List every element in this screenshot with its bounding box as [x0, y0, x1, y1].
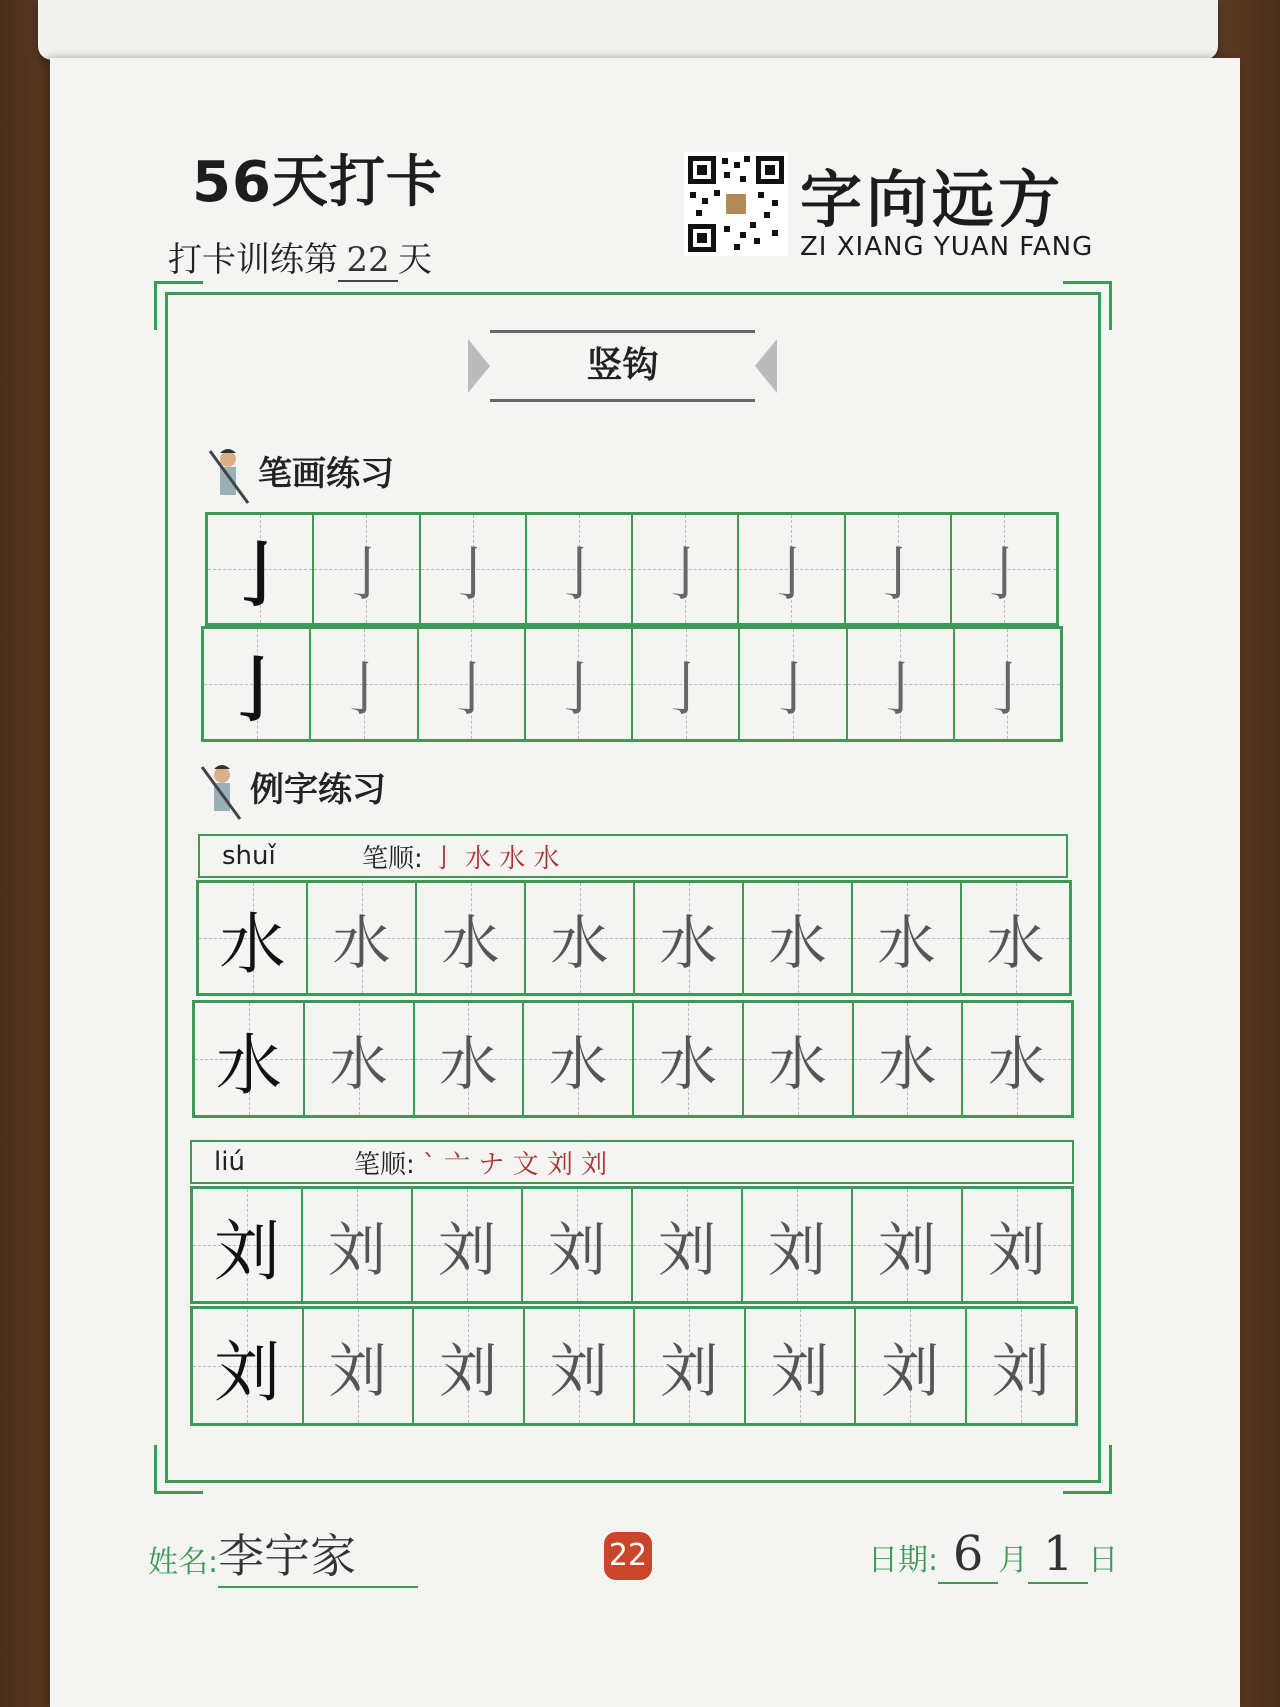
day-label: 日: [1088, 1543, 1119, 1578]
handwritten-character: 亅: [337, 540, 396, 608]
practice-cell[interactable]: [743, 882, 852, 994]
handwritten-character: 刘: [770, 1337, 829, 1405]
practice-cell[interactable]: [847, 628, 954, 740]
handwritten-character: 刘: [657, 1216, 716, 1284]
handwritten-character: 刘: [660, 1337, 719, 1405]
practice-cell[interactable]: [413, 1308, 524, 1424]
practice-cell[interactable]: [852, 882, 961, 994]
frame-corner-ornament: [154, 1445, 203, 1494]
example-practice-label: 例字练习: [250, 770, 386, 810]
day-counter: [168, 232, 432, 282]
practice-cell[interactable]: [420, 514, 526, 624]
stroke-order-sequence: ` 亠 ナ 文 刘 刘: [422, 1149, 608, 1180]
practice-cell[interactable]: [192, 1188, 302, 1302]
practice-cell[interactable]: [522, 1188, 632, 1302]
handwritten-character: 亅: [443, 540, 502, 608]
name-value[interactable]: 李宇家: [218, 1520, 418, 1588]
handwritten-character: 水: [549, 1030, 608, 1098]
practice-cell[interactable]: [742, 1188, 852, 1302]
date-field: [868, 1526, 1118, 1584]
handwritten-character: 亅: [549, 655, 608, 723]
pinyin-text: liú: [214, 1147, 245, 1177]
handwritten-character: 亅: [978, 655, 1037, 723]
practice-cell[interactable]: [310, 628, 417, 740]
frame-corner-ornament: [154, 281, 203, 330]
practice-cell[interactable]: [198, 882, 307, 994]
practice-cell[interactable]: [302, 1188, 412, 1302]
model-character: 亅: [225, 533, 296, 616]
handwritten-character: 亅: [334, 655, 393, 723]
handwritten-character: 亅: [763, 655, 822, 723]
handwritten-character: 水: [439, 1030, 498, 1098]
practice-cell[interactable]: [524, 1308, 635, 1424]
practice-cell[interactable]: [739, 628, 846, 740]
page-number-badge: 22: [604, 1532, 652, 1580]
stroke-grid-row-2: [201, 626, 1063, 742]
practice-cell[interactable]: [845, 514, 951, 624]
handwritten-character: 水: [877, 909, 936, 977]
example-practice-heading: [200, 762, 386, 821]
handwritten-character: 水: [332, 909, 391, 977]
qr-code-icon: [684, 152, 788, 256]
handwritten-character: 刘: [437, 1216, 496, 1284]
model-character: 刘: [214, 1212, 280, 1290]
day-prefix: 打卡训练第: [168, 240, 338, 280]
handwritten-character: 亅: [656, 540, 715, 608]
handwritten-character: 亅: [974, 540, 1033, 608]
name-field: [148, 1520, 418, 1588]
model-character: 水: [215, 1026, 282, 1104]
practice-cell[interactable]: [852, 1188, 962, 1302]
pinyin-bar-liu: [190, 1140, 1074, 1184]
practice-cell[interactable]: [304, 1002, 414, 1116]
model-character: 亅: [221, 648, 292, 731]
handwritten-character: 亅: [871, 655, 930, 723]
page-title: 56天打卡: [192, 150, 443, 215]
frame-corner-ornament: [1063, 281, 1112, 330]
shui-grid-row-2: [192, 1000, 1074, 1118]
handwritten-character: 亅: [762, 540, 821, 608]
day-suffix: 天: [398, 240, 432, 280]
handwritten-character: 水: [986, 909, 1045, 977]
practice-cell[interactable]: [966, 1308, 1077, 1424]
pinyin-bar-shui: [198, 834, 1068, 878]
practice-cell[interactable]: [951, 514, 1057, 624]
practice-cell[interactable]: [634, 882, 743, 994]
handwritten-character: 刘: [991, 1337, 1050, 1405]
handwritten-character: 刘: [987, 1216, 1046, 1284]
handwritten-character: 水: [878, 1030, 937, 1098]
handwritten-character: 水: [550, 909, 609, 977]
handwritten-character: 刘: [547, 1216, 606, 1284]
handwritten-character: 亅: [442, 655, 501, 723]
handwritten-character: 刘: [327, 1216, 386, 1284]
brand-logo-en: ZI XIANG YUAN FANG: [800, 232, 1094, 262]
practice-cell[interactable]: [743, 1002, 853, 1116]
handwritten-character: 刘: [881, 1337, 940, 1405]
handwritten-character: 水: [768, 1030, 827, 1098]
liu-grid-row-1: [190, 1186, 1074, 1304]
stroke-banner: 竖钩: [490, 330, 755, 402]
liu-grid-row-2: [190, 1306, 1078, 1426]
practice-cell[interactable]: [962, 1188, 1072, 1302]
practice-cell[interactable]: [954, 628, 1061, 740]
brand-logo-cn: 字向远方: [800, 163, 1065, 236]
handwritten-character: 刘: [328, 1337, 387, 1405]
practice-cell[interactable]: [634, 1308, 745, 1424]
practice-cell[interactable]: [313, 514, 419, 624]
handwritten-character: 水: [329, 1030, 388, 1098]
practice-cell[interactable]: [526, 514, 632, 624]
practice-cell[interactable]: [853, 1002, 963, 1116]
stroke-order-label: 笔顺:: [362, 843, 423, 874]
practice-cell[interactable]: [307, 882, 416, 994]
model-character: 水: [219, 905, 286, 983]
practice-cell[interactable]: [525, 628, 632, 740]
pinyin-text: shuǐ: [222, 841, 276, 871]
month-label: 月: [998, 1543, 1029, 1578]
handwritten-character: 刘: [877, 1216, 936, 1284]
handwritten-character: 水: [658, 1030, 717, 1098]
practice-cell[interactable]: [633, 1002, 743, 1116]
practice-cell[interactable]: [523, 1002, 633, 1116]
notebook-binding: [38, 0, 1218, 60]
practice-cell[interactable]: [632, 1188, 742, 1302]
practice-cell[interactable]: [207, 514, 313, 624]
practice-cell[interactable]: [418, 628, 525, 740]
practice-cell[interactable]: [962, 1002, 1072, 1116]
practice-cell[interactable]: [632, 514, 738, 624]
practice-cell[interactable]: [632, 628, 739, 740]
stroke-order-sequence: 亅 水 水 水: [430, 843, 560, 874]
practice-cell[interactable]: [745, 1308, 856, 1424]
handwritten-character: 水: [988, 1030, 1047, 1098]
practice-cell[interactable]: [412, 1188, 522, 1302]
scholar-brush-icon: [200, 763, 244, 821]
practice-cell[interactable]: [414, 1002, 524, 1116]
handwritten-character: 刘: [767, 1216, 826, 1284]
handwritten-character: 水: [659, 909, 718, 977]
shui-grid-row-1: [196, 880, 1072, 996]
day-value[interactable]: 1: [1028, 1526, 1088, 1584]
handwritten-character: 亅: [656, 655, 715, 723]
month-value[interactable]: 6: [938, 1526, 998, 1584]
handwritten-character: 水: [441, 909, 500, 977]
handwritten-character: 亅: [549, 540, 608, 608]
practice-cell[interactable]: [855, 1308, 966, 1424]
practice-cell[interactable]: [303, 1308, 414, 1424]
practice-cell[interactable]: [203, 628, 310, 740]
stroke-practice-heading: [208, 446, 394, 505]
scholar-brush-icon: [208, 447, 252, 505]
model-character: 刘: [214, 1333, 281, 1411]
stroke-grid-row-1: [205, 512, 1059, 626]
frame-corner-ornament: [1063, 1445, 1112, 1494]
practice-cell[interactable]: [738, 514, 844, 624]
handwritten-character: 亅: [868, 540, 927, 608]
practice-cell[interactable]: [961, 882, 1070, 994]
practice-cell[interactable]: [192, 1308, 303, 1424]
practice-cell[interactable]: [194, 1002, 304, 1116]
handwritten-character: 刘: [439, 1337, 498, 1405]
practice-cell[interactable]: [525, 882, 634, 994]
name-label: 姓名:: [148, 1545, 219, 1580]
handwritten-character: 水: [768, 909, 827, 977]
day-value: 22: [338, 240, 398, 282]
date-label: 日期:: [868, 1543, 939, 1578]
practice-cell[interactable]: [416, 882, 525, 994]
handwritten-character: 刘: [549, 1337, 608, 1405]
stroke-order-label: 笔顺:: [354, 1149, 415, 1180]
stroke-practice-label: 笔画练习: [258, 454, 394, 494]
